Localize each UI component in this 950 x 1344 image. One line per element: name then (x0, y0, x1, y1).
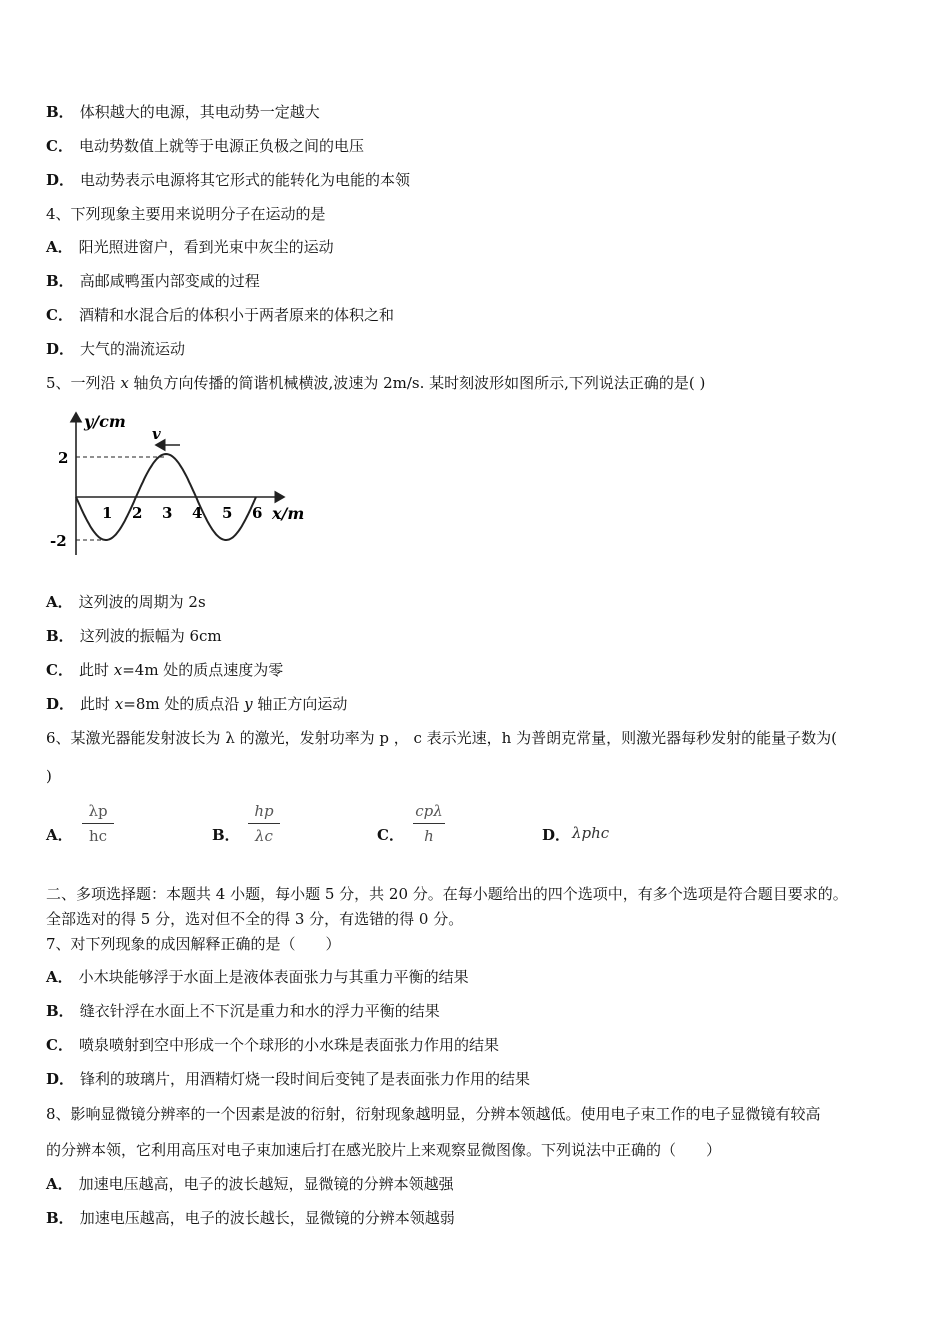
q8-option-b: B． 加速电压越高，电子的波长越长，显微镜的分辨本领越弱 (46, 1209, 455, 1227)
q8-stem-line2: 的分辨本领，它利用高压对电子束加速后打在感光胶片上来观察显微图像。下列说法中正确的（ ） (46, 1141, 722, 1159)
section2-heading-line1: 二、多项选择题：本题共 4 小题，每小题 5 分，共 20 分。在每小题给出的四个选项中，有多个选项是符合题目要求的。 (46, 885, 848, 903)
q3-option-d: D． 电动势表示电源将其它形式的能转化为电能的本领 (46, 171, 411, 189)
q6-option-a-fraction: λp hc (76, 800, 120, 847)
q5-stem: 5、一列沿 x 轴负方向传播的简谐机械横波,波速为 2m/s. 某时刻波形如图所示,下列说法正确的是( ) (46, 374, 706, 392)
q3-option-b: B． 体积越大的电源，其电动势一定越大 (46, 103, 320, 121)
q5-option-c: C． 此时 x=4m 处的质点速度为零 (46, 661, 284, 679)
x-tick-1: 1 (102, 504, 113, 522)
x-axis-label: x/m (272, 504, 305, 523)
q7-option-c: C． 喷泉喷射到空中形成一个个球形的小水珠是表面张力作用的结果 (46, 1036, 499, 1054)
q7-option-a: A． 小木块能够浮于水面上是液体表面张力与其重力平衡的结果 (46, 968, 469, 986)
x-tick-4: 4 (192, 504, 203, 522)
q7-stem: 7、对下列现象的成因解释正确的是（ ） (46, 935, 341, 953)
q5-option-b: B． 这列波的振幅为 6cm (46, 627, 222, 645)
q3-option-c: C． 电动势数值上就等于电源正负极之间的电压 (46, 137, 364, 155)
q4-option-b: B． 高邮咸鸭蛋内部变咸的过程 (46, 272, 260, 290)
q4-option-c: C． 酒精和水混合后的体积小于两者原来的体积之和 (46, 306, 394, 324)
q8-option-a: A． 加速电压越高，电子的波长越短，显微镜的分辨本领越强 (46, 1175, 454, 1193)
y-axis-label: y/cm (84, 412, 126, 431)
q8-stem-line1: 8、影响显微镜分辨率的一个因素是波的衍射，衍射现象越明显，分辨本领越低。使用电子束工作的电子显微镜有较高 (46, 1105, 821, 1123)
x-tick-2: 2 (132, 504, 143, 522)
wave-figure (44, 405, 314, 565)
y-tick-neg2: -2 (50, 532, 67, 550)
q7-option-b: B． 缝衣针浮在水面上不下沉是重力和水的浮力平衡的结果 (46, 1002, 440, 1020)
x-tick-3: 3 (162, 504, 173, 522)
x-tick-6: 6 (252, 504, 263, 522)
q6-stem-cont: ) (46, 767, 52, 785)
x-tick-5: 5 (222, 504, 233, 522)
y-tick-2: 2 (58, 449, 69, 467)
q6-option-b-fraction: hp λc (242, 800, 286, 847)
q6-stem: 6、某激光器能发射波长为 λ 的激光，发射功率为 p ， c 表示光速，h 为普朗克常量，则激光器每秒发射的能量子数为( (46, 729, 837, 747)
q5-option-a: A． 这列波的周期为 2s (46, 593, 206, 611)
q7-option-d: D． 锋利的玻璃片，用酒精灯烧一段时间后变钝了是表面张力作用的结果 (46, 1070, 531, 1088)
section2-heading-line2: 全部选对的得 5 分，选对但不全的得 3 分，有选错的得 0 分。 (46, 910, 464, 928)
q6-option-c-fraction: cpλ h (407, 800, 451, 847)
q4-stem: 4、下列现象主要用来说明分子在运动的是 (46, 205, 326, 223)
q4-option-a: A． 阳光照进窗户，看到光束中灰尘的运动 (46, 238, 334, 256)
q5-option-d: D． 此时 x=8m 处的质点沿 y 轴正方向运动 (46, 695, 348, 713)
velocity-label: v (152, 425, 161, 443)
q4-option-d: D． 大气的湍流运动 (46, 340, 186, 358)
